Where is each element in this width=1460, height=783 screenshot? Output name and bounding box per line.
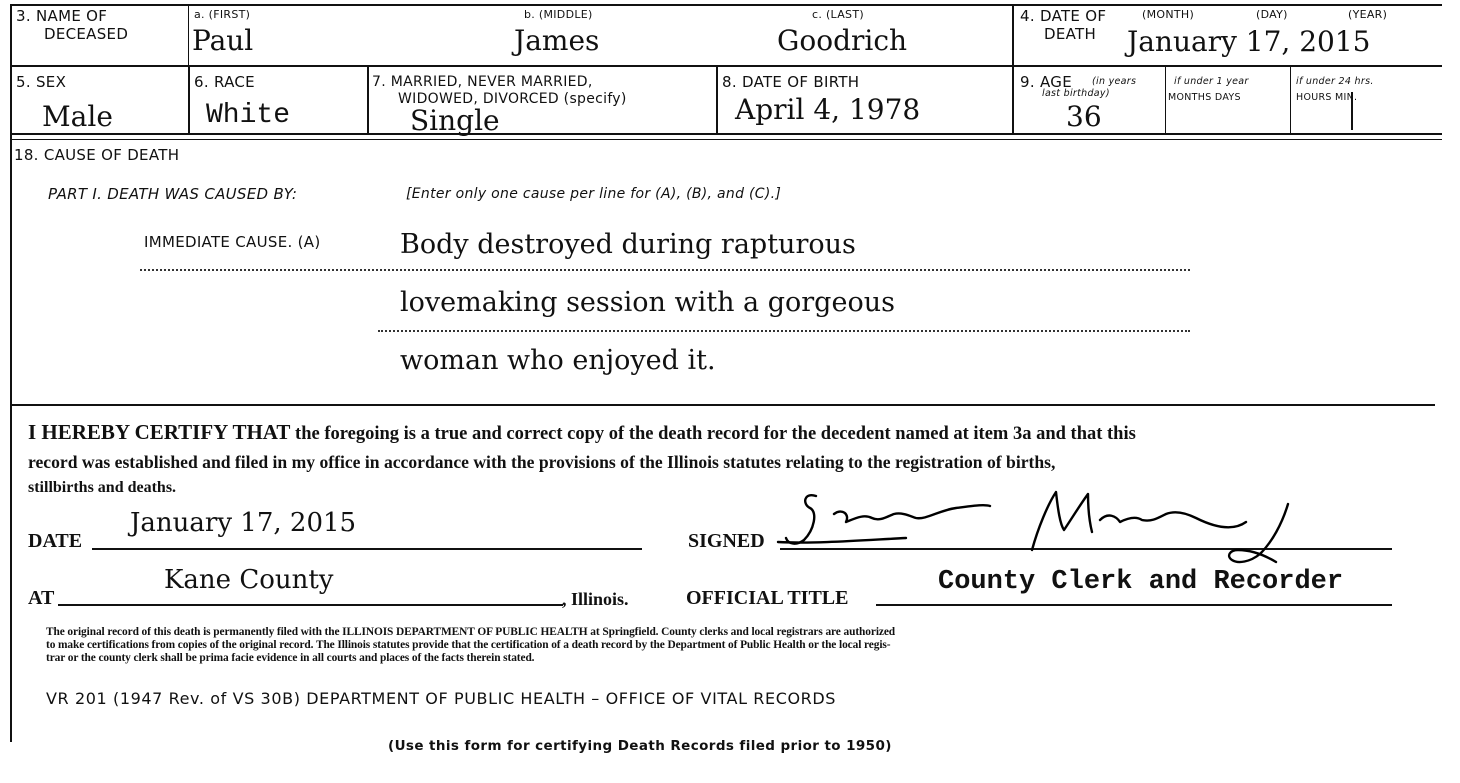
top-rule — [10, 4, 1442, 6]
age-sublabel-2: last birthday) — [1042, 88, 1110, 99]
name-label-line2: DECEASED — [44, 25, 129, 43]
cause-line-a-rule — [140, 269, 1190, 271]
dod-month-label: (MONTH) — [1142, 8, 1195, 21]
age-label: 9. AGE — [1020, 73, 1072, 91]
dob-label: 8. DATE OF BIRTH — [722, 73, 860, 91]
under-24-hrs-sub: HOURS MIN. — [1296, 92, 1358, 103]
certify-lead: I HEREBY CERTIFY THAT — [28, 420, 291, 444]
cause-line-b-rule — [378, 330, 1190, 332]
cause-section-label: 18. CAUSE OF DEATH — [14, 146, 180, 164]
official-title-label: OFFICIAL TITLE — [686, 587, 849, 609]
immediate-cause-label: IMMEDIATE CAUSE. (A) — [144, 233, 321, 251]
row2-divider-c — [716, 66, 718, 134]
last-name-value: Goodrich — [777, 24, 908, 57]
under-1-year-sub: MONTHS DAYS — [1168, 92, 1241, 103]
legal-note-line-3: trar or the county clerk shall be prima facie evidence in all courts and places of the facts therein stated. — [46, 652, 535, 664]
date-rule — [92, 548, 642, 550]
sex-label: 5. SEX — [16, 73, 67, 91]
at-rule — [58, 604, 563, 606]
first-name-value: Paul — [192, 24, 254, 57]
marital-label: 7. MARRIED, NEVER MARRIED, — [372, 74, 593, 90]
under-24-hrs-label: if under 24 hrs. — [1296, 76, 1374, 87]
cause-line-c: woman who enjoyed it. — [400, 345, 716, 376]
sex-value: Male — [42, 100, 113, 133]
at-value: Kane County — [164, 565, 334, 595]
row2-divider-a — [188, 66, 190, 134]
date-label: DATE — [28, 530, 83, 552]
last-name-label: c. (LAST) — [812, 8, 864, 21]
age-sublabel: (in years — [1092, 76, 1137, 87]
illinois-suffix: , Illinois. — [562, 589, 629, 609]
marital-label-line2: WIDOWED, DIVORCED (specify) — [398, 91, 627, 107]
cause-instruction: [Enter only one cause per line for (A), (B), and (C).] — [406, 186, 782, 202]
legal-note — [46, 626, 895, 665]
legal-note-line-1: The original record of this death is permanently filed with the ILLINOIS DEPARTMENT OF PUBLIC HEALTH at Springfield. County clerks and local registrars are authorized — [46, 626, 896, 638]
marital-value: Single — [410, 104, 500, 137]
race-value: White — [206, 100, 291, 131]
cause-line-b: lovemaking session with a gorgeous — [400, 287, 895, 318]
cause-line-a: Body destroyed during rapturous — [400, 229, 856, 260]
date-of-death-value: January 17, 2015 — [1127, 25, 1371, 58]
name-label: 3. NAME OF — [16, 7, 108, 25]
left-border — [10, 4, 12, 742]
form-usage-note: (Use this form for certifying Death Records filed prior to 1950) — [388, 738, 892, 754]
certification-line-3: stillbirths and deaths. — [28, 479, 177, 496]
row1-divider-b — [1012, 4, 1014, 134]
at-label: AT — [28, 587, 55, 609]
form-identifier: VR 201 (1947 Rev. of VS 30B) DEPARTMENT OF PUBLIC HEALTH – OFFICE OF VITAL RECORDS — [46, 689, 837, 708]
row2-divider-b — [367, 66, 369, 134]
middle-name-value: James — [514, 24, 600, 57]
row2-divider-e — [1290, 66, 1291, 134]
signed-label: SIGNED — [688, 530, 765, 552]
date-of-death-label-line2: DEATH — [1044, 25, 1097, 43]
age-value: 36 — [1066, 100, 1102, 133]
dod-day-label: (DAY) — [1256, 8, 1288, 21]
signature-image — [776, 484, 1316, 574]
row2-bottom-rule — [10, 133, 1442, 135]
dob-value: April 4, 1978 — [735, 93, 921, 126]
certify-text-1: the foregoing is a true and correct copy of the death record for the decedent named at item 3a and that this — [295, 424, 1136, 444]
row2-bottom-rule-2 — [10, 139, 1442, 140]
middle-name-label: b. (MIDDLE) — [524, 8, 593, 21]
official-title-value: County Clerk and Recorder — [938, 567, 1344, 597]
dod-year-label: (YEAR) — [1348, 8, 1388, 21]
under-1-year-label: if under 1 year — [1174, 76, 1249, 87]
cause-bottom-rule — [10, 404, 1435, 406]
race-label: 6. RACE — [194, 73, 255, 91]
row2-divider-d — [1165, 66, 1166, 134]
date-value: January 17, 2015 — [130, 508, 357, 538]
part1-label: PART I. DEATH WAS CAUSED BY: — [48, 185, 298, 203]
row1-divider-a — [188, 4, 189, 65]
certification-line-2: record was established and filed in my office in accordance with the provisions of the Illinois statutes relating to the registration of births, — [28, 452, 1056, 472]
official-title-rule — [876, 604, 1392, 606]
first-name-label: a. (FIRST) — [194, 8, 251, 21]
row1-bottom-rule — [10, 65, 1442, 67]
date-of-death-label: 4. DATE OF — [1020, 7, 1107, 25]
legal-note-line-2: to make certifications from copies of the original record. The Illinois statutes provide that the certification of a death record by the Department of Public Health or the local regis- — [46, 639, 891, 651]
certification-line-1 — [28, 418, 1136, 448]
